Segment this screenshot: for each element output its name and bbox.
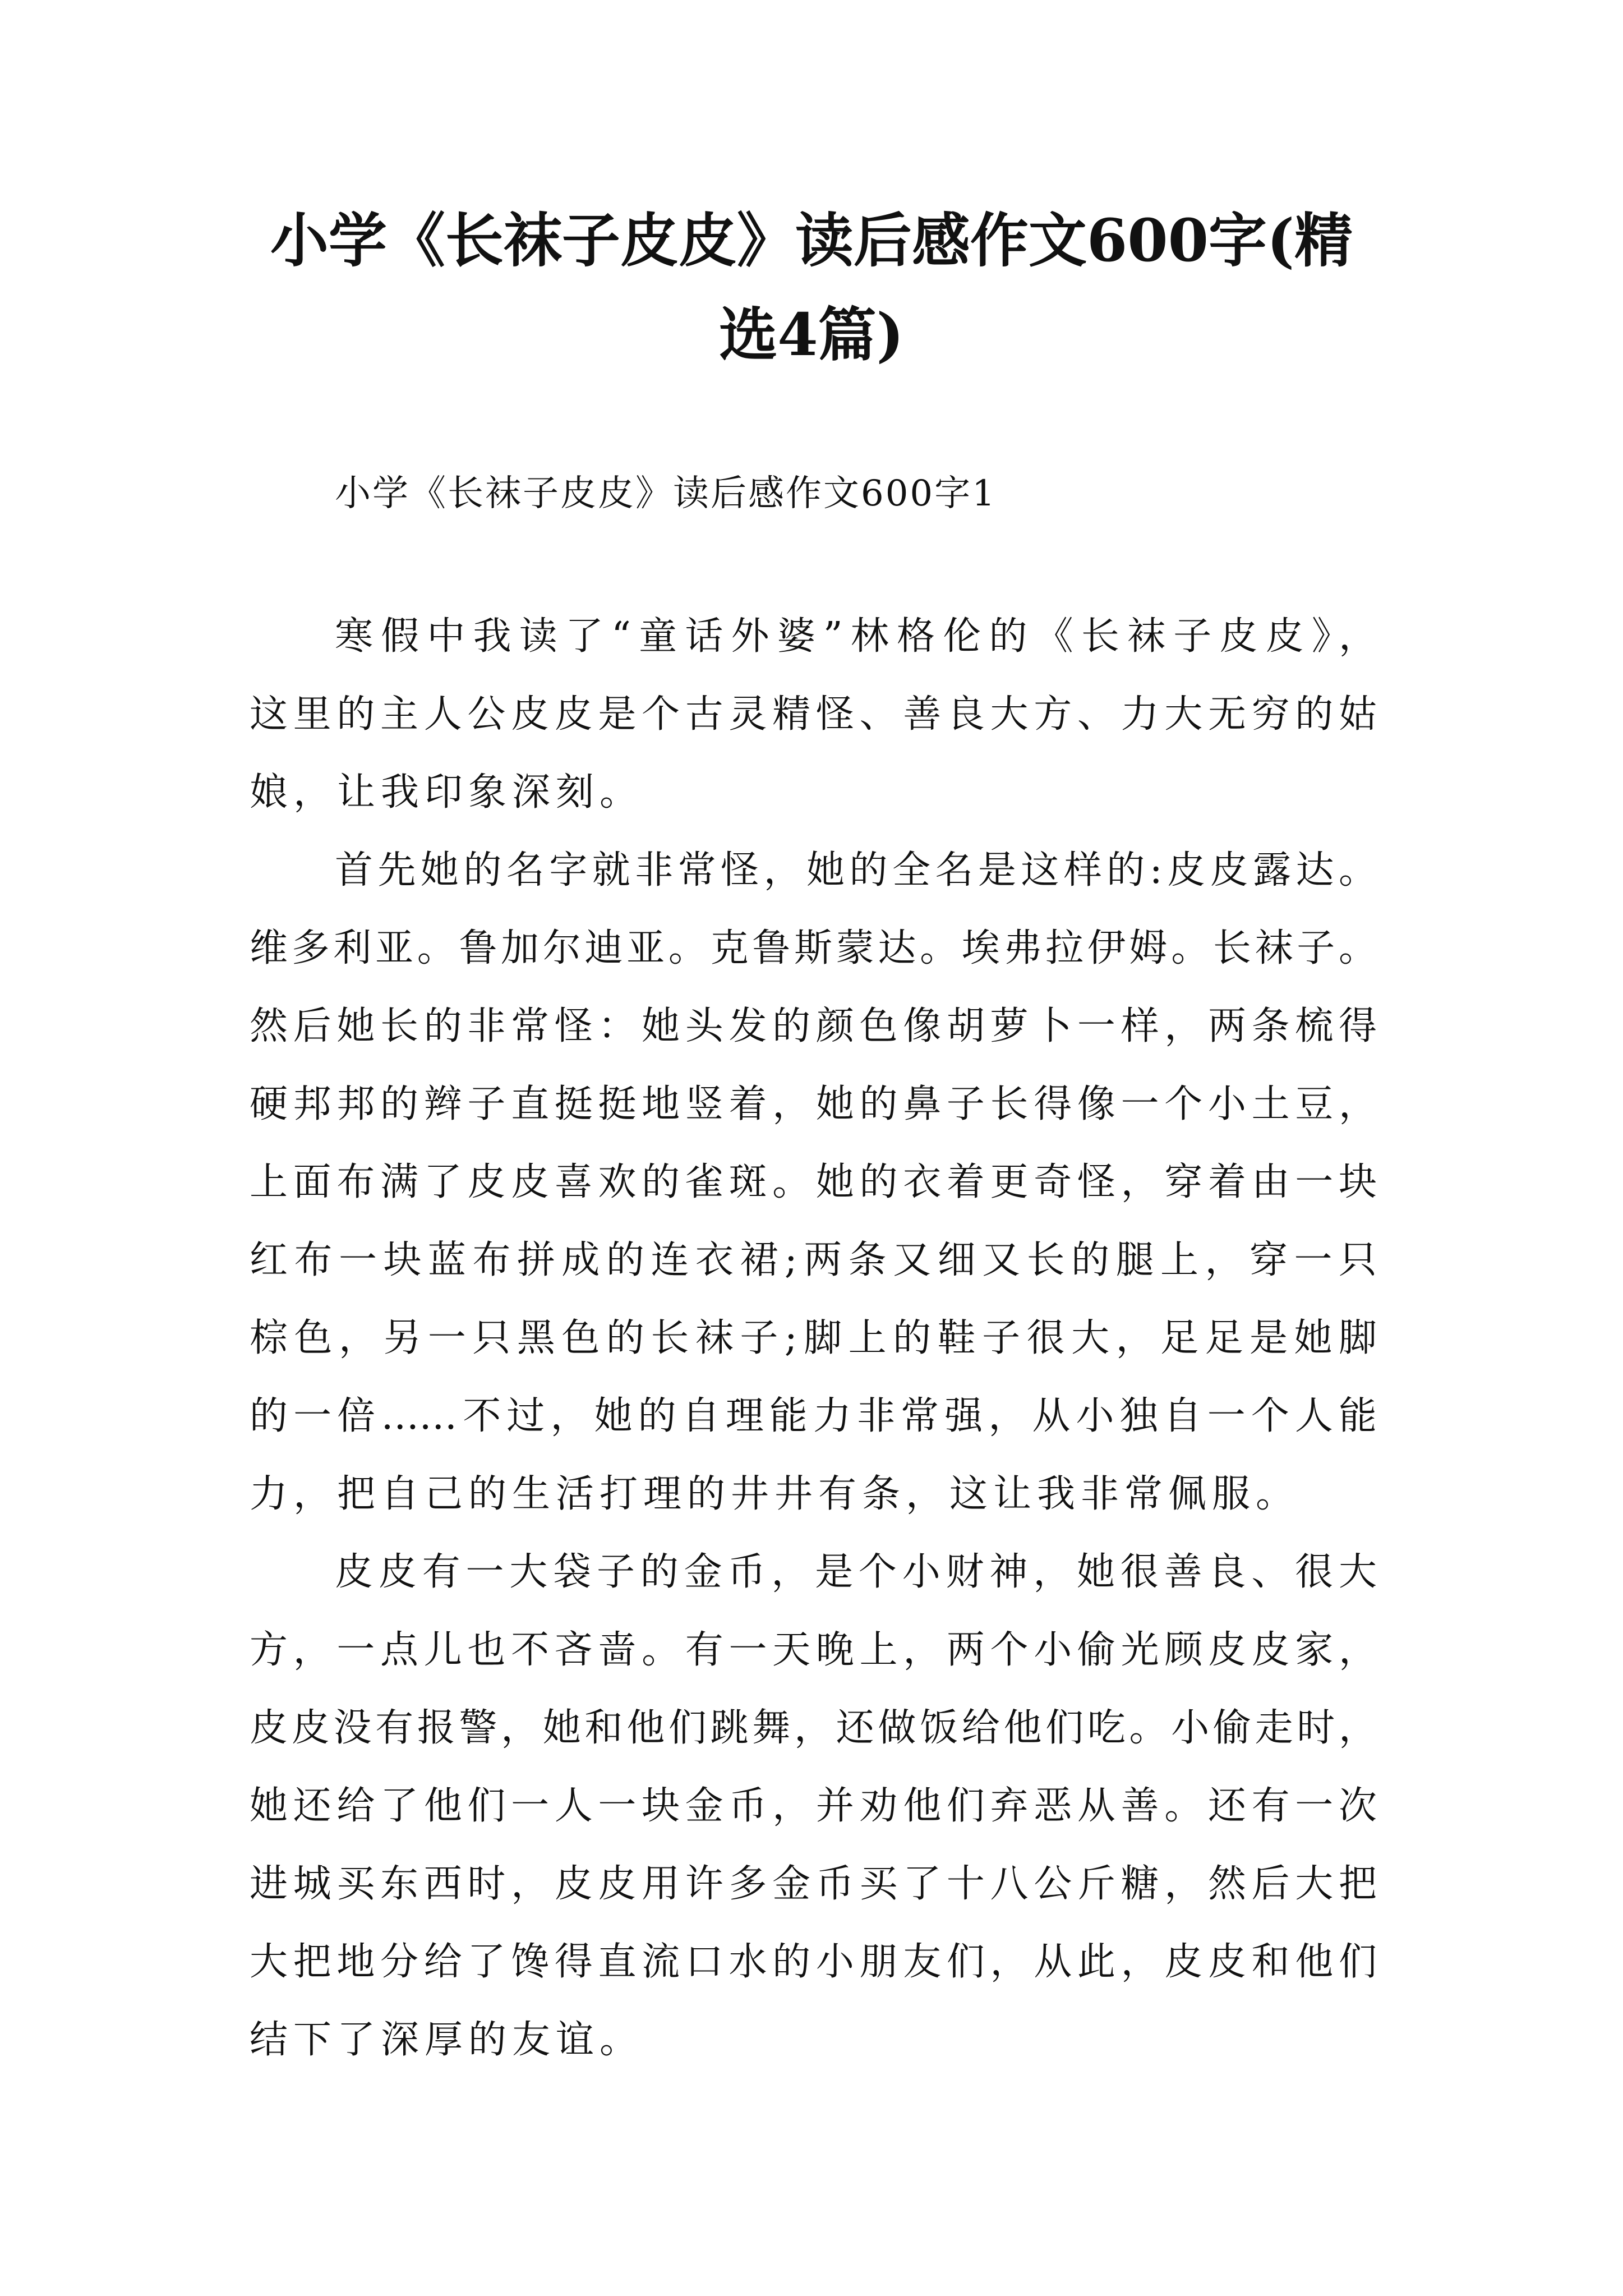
text-line: 娘，让我印象深刻。 <box>250 770 644 815</box>
text-line: 的一倍……不过，她的自理能力非常强，从小独自一个人能 <box>250 1394 1377 1438</box>
document-title <box>168 194 1455 382</box>
paragraph-2 <box>250 831 1377 1533</box>
text-line: 寒假中我读了“童话外婆”林格伦的《长袜子皮皮》， <box>335 614 1377 659</box>
text-line: 硬邦邦的辫子直挺挺地竖着，她的鼻子长得像一个小土豆， <box>250 1082 1377 1126</box>
text-line: 维多利亚。鲁加尔迪亚。克鲁斯蒙达。埃弗拉伊姆。长袜子。 <box>250 926 1377 970</box>
text-line: 进城买东西时，皮皮用许多金币买了十八公斤糖，然后大把 <box>250 1862 1377 1906</box>
text-line: 这里的主人公皮皮是个古灵精怪、善良大方、力大无穷的姑 <box>250 692 1377 737</box>
text-line: 结下了深厚的友谊。 <box>250 2018 644 2062</box>
text-line: 方，一点儿也不吝啬。有一天晚上，两个小偷光顾皮皮家， <box>250 1628 1377 1672</box>
text-line: 她还给了他们一人一块金币，并劝他们弃恶从善。还有一次 <box>250 1784 1377 1828</box>
paragraph-1 <box>250 597 1377 831</box>
text-line: 大把地分给了馋得直流口水的小朋友们，从此，皮皮和他们 <box>250 1940 1377 1984</box>
text-line: 红布一块蓝布拼成的连衣裙;两条又细又长的腿上，穿一只 <box>250 1238 1377 1282</box>
text-line: 皮皮没有报警，她和他们跳舞，还做饭给他们吃。小偷走时， <box>250 1706 1377 1750</box>
text-line: 棕色，另一只黑色的长袜子;脚上的鞋子很大，足足是她脚 <box>250 1316 1377 1360</box>
text-line: 皮皮有一大袋子的金币，是个小财神，她很善良、很大 <box>335 1550 1377 1594</box>
title-line: 小学《长袜子皮皮》读后感作文600字(精 <box>270 206 1353 275</box>
title-line: 选4篇) <box>719 300 904 369</box>
text-line: 上面布满了皮皮喜欢的雀斑。她的衣着更奇怪，穿着由一块 <box>250 1160 1377 1204</box>
paragraph-3 <box>250 1533 1377 2079</box>
text-line: 首先她的名字就非常怪，她的全名是这样的:皮皮露达。 <box>335 848 1377 892</box>
text-line: 力，把自己的生活打理的井井有条，这让我非常佩服。 <box>250 1472 1300 1516</box>
section-heading: 小学《长袜子皮皮》读后感作文600字1 <box>335 473 997 514</box>
text-line: 然后她长的非常怪：她头发的颜色像胡萝卜一样，两条梳得 <box>250 1004 1377 1048</box>
